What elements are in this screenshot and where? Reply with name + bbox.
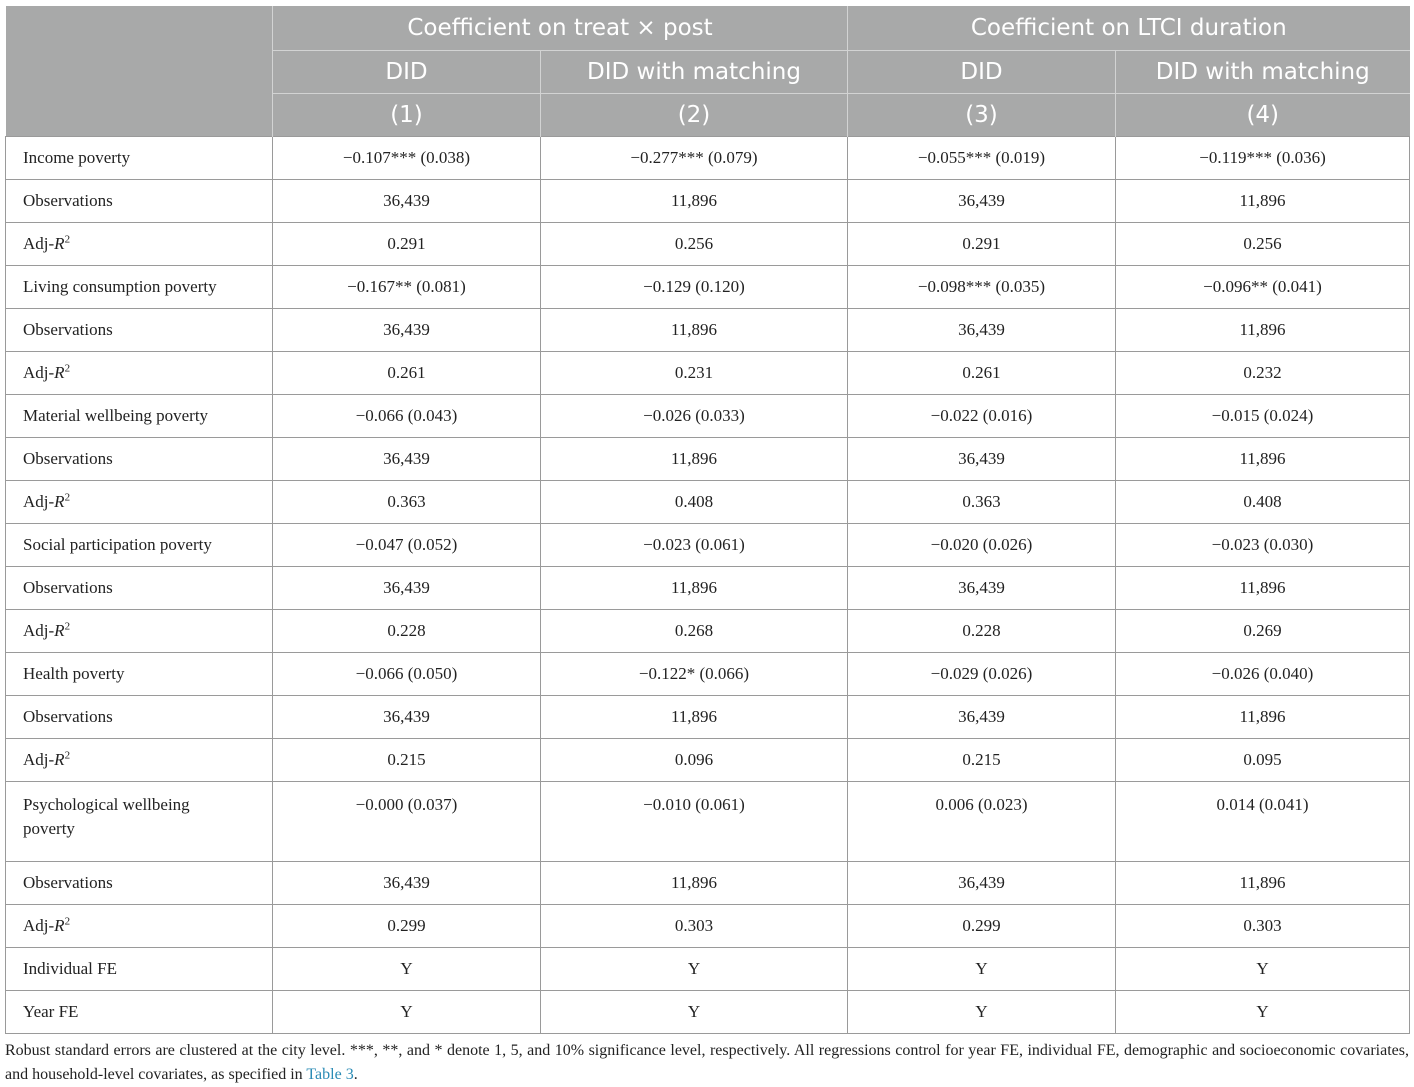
table-cell-col-3: −0.022 (0.016) xyxy=(848,395,1116,438)
table-cell-col-4: Y xyxy=(1116,991,1410,1034)
table-cell-col-4: −0.119*** (0.036) xyxy=(1116,137,1410,180)
row-label-variable: R xyxy=(54,916,65,935)
table-row xyxy=(6,739,1410,782)
table-row xyxy=(6,610,1410,653)
table-cell-col-1: Y xyxy=(273,991,541,1034)
table-cell-col-4: 0.303 xyxy=(1116,905,1410,948)
table-cell-col-2: 0.408 xyxy=(541,481,848,524)
table-cell-col-1: −0.000 (0.037) xyxy=(273,782,541,862)
table-cell-col-3: Y xyxy=(848,948,1116,991)
table-cell-col-2: −0.010 (0.061) xyxy=(541,782,848,862)
header-col-2: (2) xyxy=(541,94,848,137)
row-label: Year FE xyxy=(6,991,273,1034)
table-row xyxy=(6,481,1410,524)
table-cell-col-3: 36,439 xyxy=(848,309,1116,352)
table-cell-col-3: 0.228 xyxy=(848,610,1116,653)
table-cell-col-4: −0.026 (0.040) xyxy=(1116,653,1410,696)
row-label: Observations xyxy=(6,309,273,352)
table-cell-col-1: 36,439 xyxy=(273,862,541,905)
table-cell-col-2: 0.303 xyxy=(541,905,848,948)
table-cell-col-1: 0.228 xyxy=(273,610,541,653)
row-label-prefix: Adj- xyxy=(23,234,55,253)
header-col-1: (1) xyxy=(273,94,541,137)
row-label-line-2: poverty xyxy=(23,819,75,838)
table-row xyxy=(6,653,1410,696)
table-cell-col-1: −0.167** (0.081) xyxy=(273,266,541,309)
table-cell-col-2: −0.129 (0.120) xyxy=(541,266,848,309)
table-cell-col-4: 0.408 xyxy=(1116,481,1410,524)
table-cell-col-1: 36,439 xyxy=(273,567,541,610)
table-cell-col-2: −0.277*** (0.079) xyxy=(541,137,848,180)
row-label-superscript: 2 xyxy=(64,491,71,504)
table-cell-col-1: 0.261 xyxy=(273,352,541,395)
table-body xyxy=(6,137,1410,1034)
table-cell-col-2: −0.026 (0.033) xyxy=(541,395,848,438)
table-cell-col-4: 11,896 xyxy=(1116,309,1410,352)
table-cell-col-3: Y xyxy=(848,991,1116,1034)
table-cell-col-2: 11,896 xyxy=(541,567,848,610)
table-cell-col-2: Y xyxy=(541,991,848,1034)
table-cell-col-4: 0.256 xyxy=(1116,223,1410,266)
table-cell-col-1: 36,439 xyxy=(273,696,541,739)
table-cell-col-3: 36,439 xyxy=(848,438,1116,481)
table-cell-col-1: 0.363 xyxy=(273,481,541,524)
row-label: Living consumption poverty xyxy=(6,266,273,309)
header-corner xyxy=(6,6,273,137)
row-label: Observations xyxy=(6,696,273,739)
row-label-variable: R xyxy=(54,492,65,511)
table-row xyxy=(6,438,1410,481)
table-cell-col-4: Y xyxy=(1116,948,1410,991)
table-cell-col-1: 36,439 xyxy=(273,309,541,352)
row-label-line-1: Psychological wellbeing xyxy=(23,795,190,814)
row-label xyxy=(6,352,273,395)
table-cell-col-3: 36,439 xyxy=(848,696,1116,739)
table-cell-col-3: 0.291 xyxy=(848,223,1116,266)
table-cell-col-4: 0.095 xyxy=(1116,739,1410,782)
footnote-text: Robust standard errors are clustered at the city level. ***, **, and * denote 1, 5, and 10% significance level, respectively. All regressions control for year FE, individual FE, demographic and socioeconomic covariates, and household-level covariates, as specified in xyxy=(5,1042,1409,1083)
row-label-prefix: Adj- xyxy=(23,916,55,935)
table-cell-col-2: 11,896 xyxy=(541,862,848,905)
table-cell-col-3: −0.098*** (0.035) xyxy=(848,266,1116,309)
table-row xyxy=(6,567,1410,610)
row-label: Observations xyxy=(6,180,273,223)
table-row xyxy=(6,352,1410,395)
row-label: Observations xyxy=(6,438,273,481)
table-3-link[interactable]: Table 3 xyxy=(306,1066,354,1083)
row-label xyxy=(6,223,273,266)
table-cell-col-3: 36,439 xyxy=(848,180,1116,223)
table-cell-col-3: 0.299 xyxy=(848,905,1116,948)
row-label xyxy=(6,610,273,653)
table-header xyxy=(6,6,1410,137)
table-cell-col-3: 36,439 xyxy=(848,567,1116,610)
row-label xyxy=(6,905,273,948)
table-cell-col-2: Y xyxy=(541,948,848,991)
row-label-variable: R xyxy=(54,363,65,382)
table-cell-col-4: 11,896 xyxy=(1116,567,1410,610)
table-cell-col-4: 0.232 xyxy=(1116,352,1410,395)
table-row xyxy=(6,266,1410,309)
header-sub-1: DID xyxy=(273,51,541,94)
table-cell-col-4: 11,896 xyxy=(1116,862,1410,905)
table-cell-col-3: 0.006 (0.023) xyxy=(848,782,1116,862)
row-label: Observations xyxy=(6,567,273,610)
row-label-superscript: 2 xyxy=(64,233,71,246)
table-row xyxy=(6,948,1410,991)
row-label-superscript: 2 xyxy=(64,749,71,762)
table-cell-col-1: −0.047 (0.052) xyxy=(273,524,541,567)
table-cell-col-1: 0.299 xyxy=(273,905,541,948)
table-cell-col-1: 0.215 xyxy=(273,739,541,782)
row-label: Social participation poverty xyxy=(6,524,273,567)
table-cell-col-4: −0.015 (0.024) xyxy=(1116,395,1410,438)
table-row xyxy=(6,782,1410,862)
table-row xyxy=(6,862,1410,905)
table-cell-col-2: −0.023 (0.061) xyxy=(541,524,848,567)
table-cell-col-3: 0.261 xyxy=(848,352,1116,395)
table-cell-col-2: 0.256 xyxy=(541,223,848,266)
table-row xyxy=(6,137,1410,180)
table-cell-col-3: −0.029 (0.026) xyxy=(848,653,1116,696)
table-row xyxy=(6,524,1410,567)
table-cell-col-4: 0.269 xyxy=(1116,610,1410,653)
row-label-prefix: Adj- xyxy=(23,363,55,382)
table-cell-col-2: 11,896 xyxy=(541,180,848,223)
table-row xyxy=(6,905,1410,948)
table-cell-col-1: 36,439 xyxy=(273,438,541,481)
header-col-4: (4) xyxy=(1116,94,1410,137)
table-cell-col-1: Y xyxy=(273,948,541,991)
table-row xyxy=(6,991,1410,1034)
table-cell-col-3: −0.055*** (0.019) xyxy=(848,137,1116,180)
row-label xyxy=(6,481,273,524)
table-cell-col-4: −0.096** (0.041) xyxy=(1116,266,1410,309)
row-label: Income poverty xyxy=(6,137,273,180)
table-cell-col-4: 11,896 xyxy=(1116,180,1410,223)
row-label-variable: R xyxy=(54,234,65,253)
table-cell-col-2: 0.231 xyxy=(541,352,848,395)
row-label-superscript: 2 xyxy=(64,915,71,928)
table-cell-col-2: 11,896 xyxy=(541,309,848,352)
row-label: Material wellbeing poverty xyxy=(6,395,273,438)
row-label: Observations xyxy=(6,862,273,905)
header-group-ltci-duration: Coefficient on LTCI duration xyxy=(848,6,1410,51)
table-row xyxy=(6,395,1410,438)
header-group-treat-post: Coefficient on treat × post xyxy=(273,6,848,51)
header-col-3: (3) xyxy=(848,94,1116,137)
table-cell-col-1: −0.066 (0.043) xyxy=(273,395,541,438)
table-cell-col-4: 0.014 (0.041) xyxy=(1116,782,1410,862)
table-cell-col-2: 0.096 xyxy=(541,739,848,782)
table-cell-col-2: 0.268 xyxy=(541,610,848,653)
row-label-superscript: 2 xyxy=(64,620,71,633)
row-label-prefix: Adj- xyxy=(23,621,55,640)
table-row xyxy=(6,180,1410,223)
row-label: Individual FE xyxy=(6,948,273,991)
row-label-variable: R xyxy=(54,621,65,640)
table-cell-col-4: −0.023 (0.030) xyxy=(1116,524,1410,567)
header-sub-2: DID with matching xyxy=(541,51,848,94)
row-label-prefix: Adj- xyxy=(23,492,55,511)
row-label xyxy=(6,739,273,782)
footnote-tail: . xyxy=(353,1066,358,1083)
header-sub-3: DID xyxy=(848,51,1116,94)
row-label xyxy=(6,782,273,862)
row-label-prefix: Adj- xyxy=(23,750,55,769)
table-cell-col-1: 36,439 xyxy=(273,180,541,223)
table-cell-col-3: 36,439 xyxy=(848,862,1116,905)
table-cell-col-1: −0.066 (0.050) xyxy=(273,653,541,696)
table-cell-col-2: −0.122* (0.066) xyxy=(541,653,848,696)
table-cell-col-3: 0.363 xyxy=(848,481,1116,524)
table-cell-col-1: 0.291 xyxy=(273,223,541,266)
table-footnote xyxy=(5,1039,1409,1087)
row-label-variable: R xyxy=(54,750,65,769)
table-cell-col-3: −0.020 (0.026) xyxy=(848,524,1116,567)
row-label: Health poverty xyxy=(6,653,273,696)
table-row xyxy=(6,223,1410,266)
header-sub-4: DID with matching xyxy=(1116,51,1410,94)
regression-table xyxy=(5,6,1410,1034)
table-cell-col-2: 11,896 xyxy=(541,696,848,739)
table-cell-col-4: 11,896 xyxy=(1116,696,1410,739)
results-table-container xyxy=(5,6,1409,1087)
table-cell-col-3: 0.215 xyxy=(848,739,1116,782)
table-cell-col-1: −0.107*** (0.038) xyxy=(273,137,541,180)
table-row xyxy=(6,309,1410,352)
table-row xyxy=(6,696,1410,739)
table-cell-col-4: 11,896 xyxy=(1116,438,1410,481)
table-cell-col-2: 11,896 xyxy=(541,438,848,481)
row-label-superscript: 2 xyxy=(64,362,71,375)
